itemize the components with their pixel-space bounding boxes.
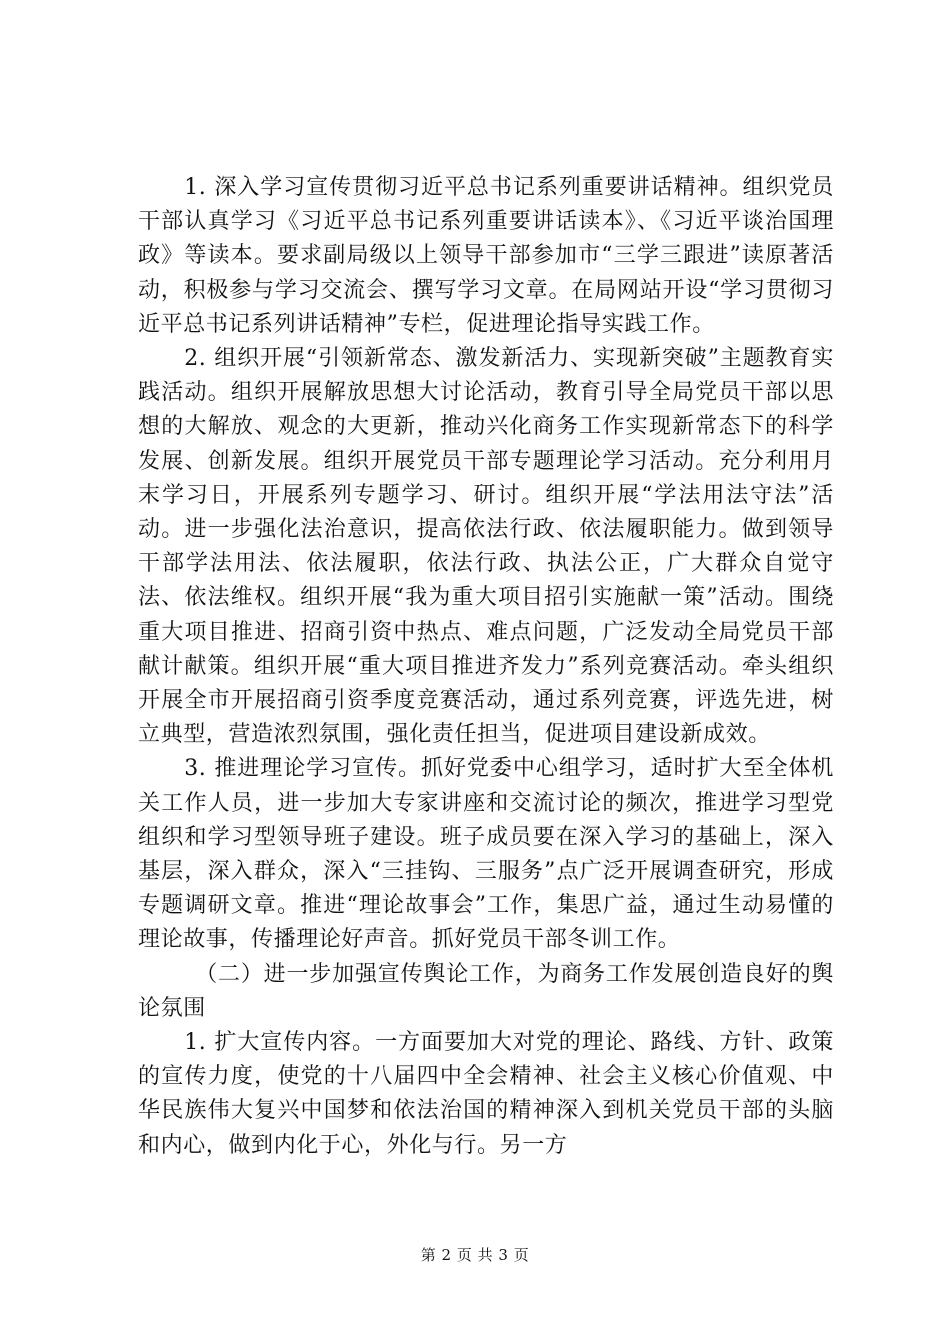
section-heading: （二）进一步加强宣传舆论工作，为商务工作发展创造良好的舆论氛围: [138, 961, 834, 1021]
paragraph-2: 2. 组织开展“引领新常态、激发新活力、实现新突破”主题教育实践活动。组织开展解放思想大讨论活动，教育引导全局党员干部以思想的大解放、观念的大更新，推动兴化商务工作实现新常态下的科学发展、创新发展。组织开展党员干部专题理论学习活动。充分利用月末学习日，开展系列专题学习、研讨。组织开展“学法用法守法”活动。进一步强化法治意识，提高依法行政、依法履职能力。做到领导干部学法用法、依法履职，依法行政、执法公正，广大群众自觉守法、依法维权。组织开展“我为重大项目招引实施献一策”活动。围绕重大项目推进、招商引资中热点、难点问题，广泛发动全局党员干部献计献策。组织开展“重大项目推进齐发力”系列竞赛活动。牵头组织开展全市开展招商引资季度竞赛活动，通过系列竞赛，评选先进，树立典型，营造浓烈氛围，强化责任担当，促进项目建设新成效。: [138, 346, 834, 748]
page-footer: 第 2 页 共 3 页: [420, 1246, 530, 1264]
paragraph-1: 1. 深入学习宣传贯彻习近平总书记系列重要讲话精神。组织党员干部认真学习《习近平总书记系列重要讲话读本》、《习近平谈治国理政》等读本。要求副局级以上领导干部参加市“三学三跟进”读原著活动，积极参与学习交流会、撰写学习文章。在局网站开设“学习贯彻习近平总书记系列讲话精神”专栏，促进理论指导实践工作。: [138, 175, 834, 337]
paragraph-4: 1. 扩大宣传内容。一方面要加大对党的理论、路线、方针、政策的宣传力度，使党的十八届四中全会精神、社会主义核心价值观、中华民族伟大复兴中国梦和依法治国的精神深入到机关党员干部的头脑和内心，做到内化于心，外化与行。另一方: [138, 1030, 834, 1158]
paragraph-3: 3. 推进理论学习宣传。抓好党委中心组学习，适时扩大至全体机关工作人员，进一步加大专家讲座和交流讨论的频次，推进学习型党组织和学习型领导班子建设。班子成员要在深入学习的基础上，深入基层，深入群众，深入“三挂钩、三服务”点广泛开展调查研究，形成专题调研文章。推进“理论故事会”工作，集思广益，通过生动易懂的理论故事，传播理论好声音。抓好党员干部冬训工作。: [138, 756, 834, 953]
document-body: [138, 171, 834, 1163]
